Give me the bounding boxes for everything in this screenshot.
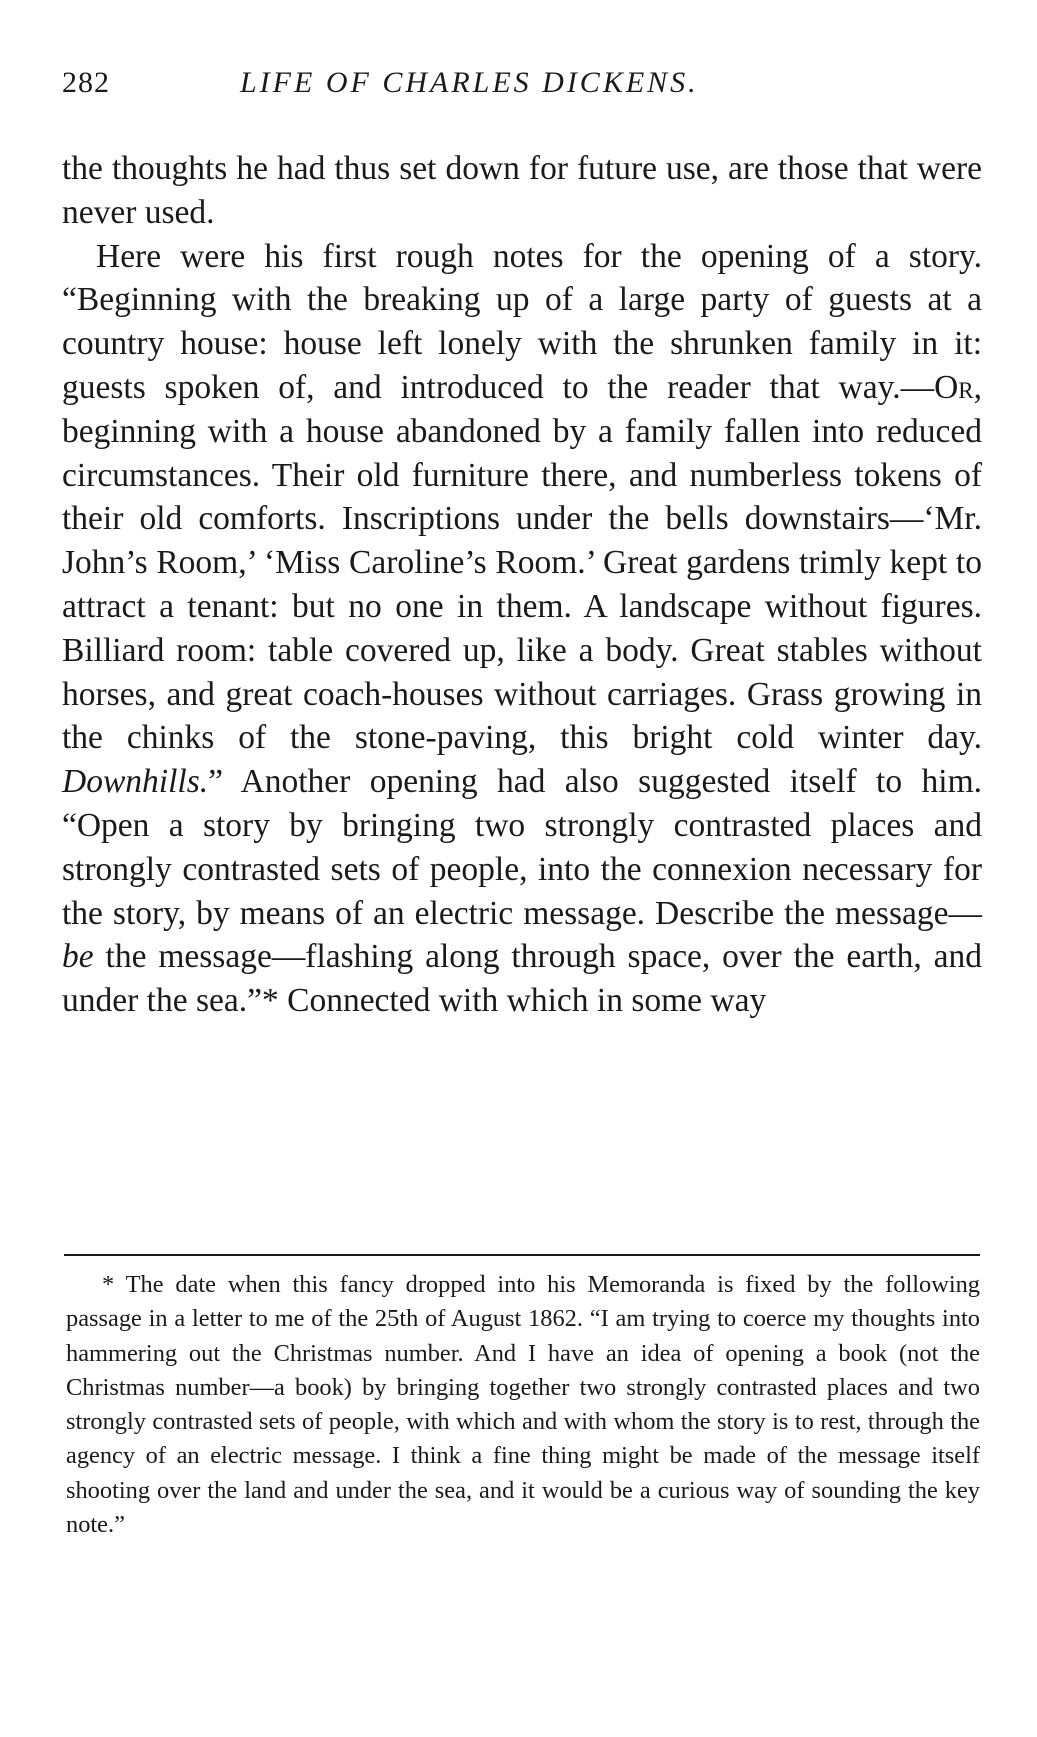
small-caps-or: Or <box>934 368 974 406</box>
italic-downhills: Downhills. <box>62 763 209 801</box>
paragraph-text: the thoughts he had thus set down for future use, are those that were never used. <box>62 150 982 231</box>
italic-be: be <box>62 938 94 976</box>
running-title: LIFE OF CHARLES DICKENS. <box>240 66 699 99</box>
page-number: 282 <box>62 66 110 99</box>
body-text <box>62 147 982 1023</box>
paragraph-text-part: , beginning with a house abandoned by a family fallen into reduced circumstances. Their old furniture there, and numberless tokens of their old comforts. Inscriptions under the bells downstairs—‘Mr. John’s Room,’ ‘Miss Caroline’s Room.’ Great gardens trimly kept to attract a tenant: but no one in them. A landscape without figures. Billiard room: table covered up, like a body. Great stables without horses, and great coach-houses without carriages. Grass growing in the chinks of the stone-paving, this bright cold winter day. <box>62 368 982 757</box>
footnote-rule <box>64 1254 980 1256</box>
paragraph-continued <box>62 147 982 235</box>
paragraph-text-part: the message—flashing along through space, over the earth, and under the sea.”* Connected with which in some way <box>62 938 982 1020</box>
running-head <box>62 66 982 110</box>
paragraph-story-notes <box>62 235 982 1023</box>
paragraph-text-part: Here were his first rough notes for the opening of a story. “Beginning with the breaking up of a large party of guests at a country house: house left lonely with the shrunken family in it: guests spoken of, and introduced to the reader that way.— <box>62 237 982 406</box>
footnote: * The date when this fancy dropped into his Memoranda is fixed by the following passage in a letter to me of the 25th of August 1862. “I am trying to coerce my thoughts into hammering out the Christmas number. And I have an idea of opening a book (not the Christmas number—a book) by bringing together two strongly contrasted places and two strongly contrasted sets of people, with which and with whom the story is to rest, through the agency of an electric message. I think a fine thing might be made of the message itself shooting over the land and under the sea, and it would be a curious way of sounding the key note.” <box>66 1271 980 1539</box>
paragraph-text-part: ” Another opening had also suggested itself to him. “Open a story by bringing two strongly contrasted places and strongly contrasted sets of people, into the connexion necessary for the story, by means of an electric message. Describe the message— <box>62 763 982 932</box>
